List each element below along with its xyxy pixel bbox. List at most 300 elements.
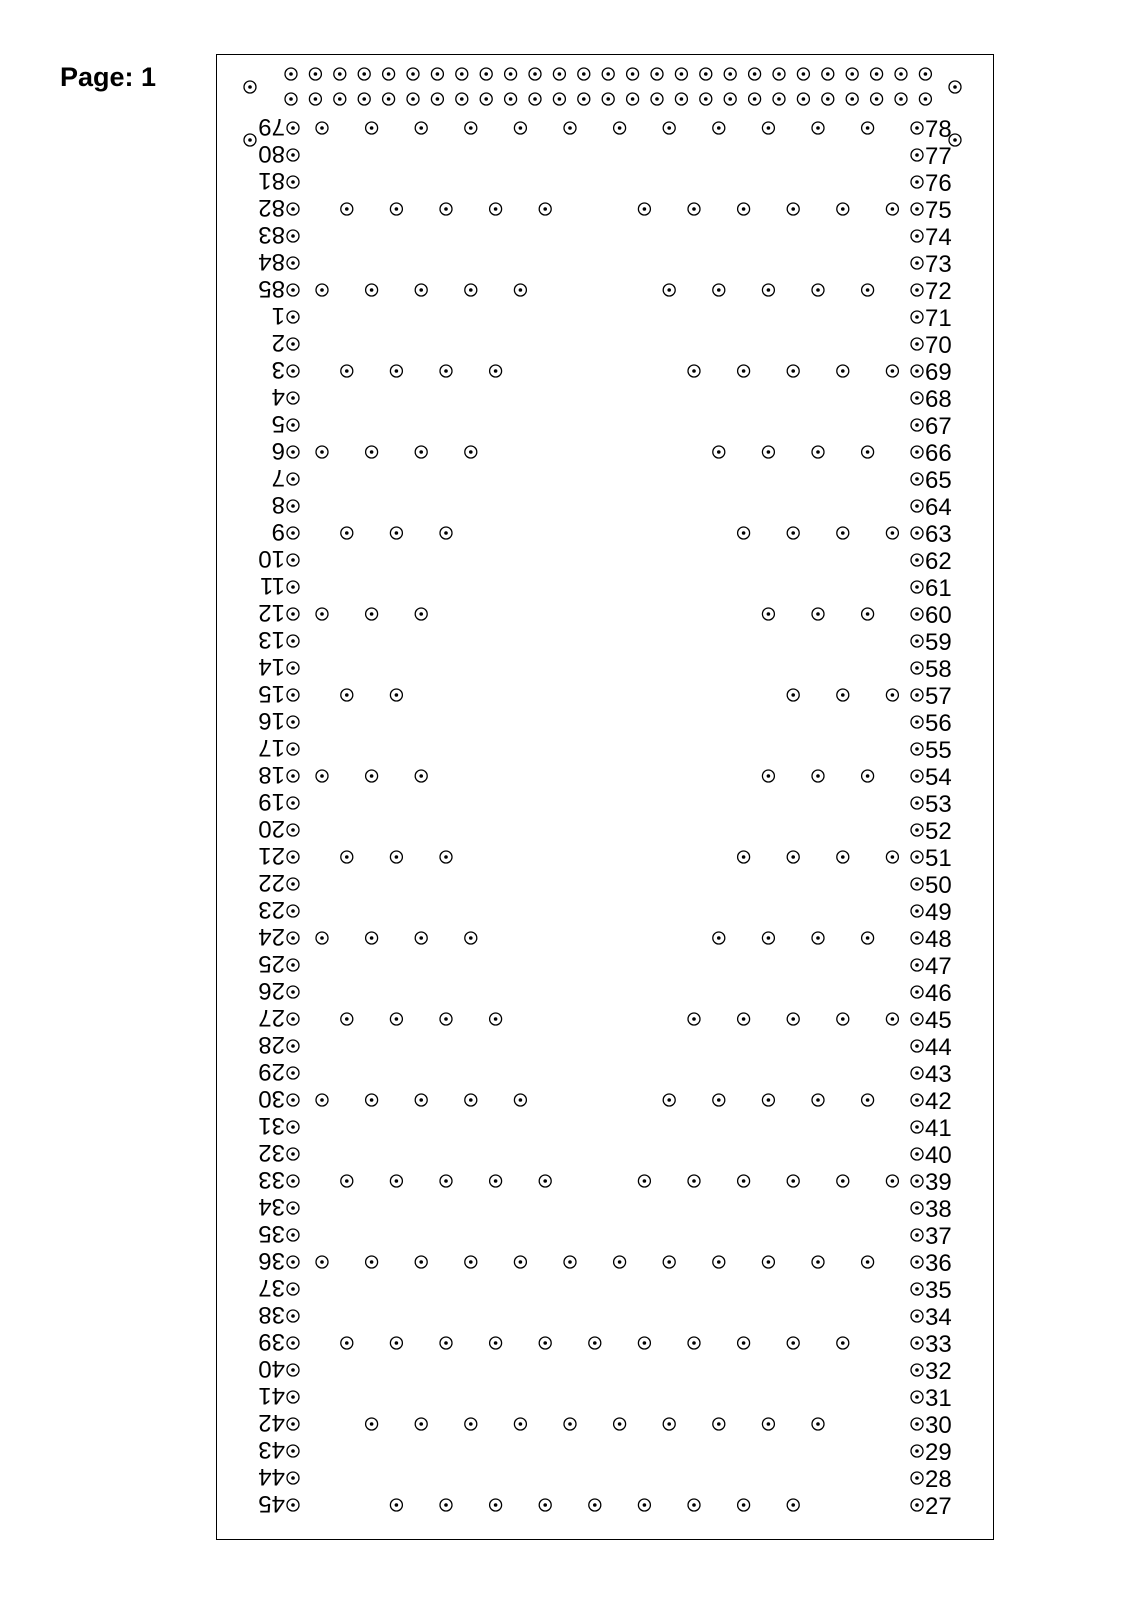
inner-pad <box>638 1175 650 1187</box>
header-pad <box>358 93 370 105</box>
inner-pad <box>812 1418 824 1430</box>
inner-pad <box>316 770 328 782</box>
inner-pad <box>539 1499 551 1511</box>
right-pin-label: 74 <box>925 224 952 251</box>
right-pin-label: 32 <box>925 1358 952 1385</box>
inner-pad <box>787 527 799 539</box>
inner-pad <box>440 203 452 215</box>
inner-pad <box>862 770 874 782</box>
inner-pad <box>366 770 378 782</box>
right-pin-pad <box>911 1040 923 1052</box>
left-pin-pad <box>287 1418 299 1430</box>
inner-pad <box>316 1094 328 1106</box>
header-pad <box>505 68 517 80</box>
inner-pad <box>787 1175 799 1187</box>
inner-pad <box>862 1094 874 1106</box>
page-label: Page: 1 <box>60 62 157 92</box>
left-pin-label: 33 <box>258 1166 285 1193</box>
inner-pad <box>341 203 353 215</box>
inner-pad <box>787 1013 799 1025</box>
inner-pad <box>366 284 378 296</box>
right-pin-pad <box>911 608 923 620</box>
left-pin-label: 32 <box>258 1139 285 1166</box>
left-pin-pad <box>287 851 299 863</box>
right-pin-label: 77 <box>925 143 952 170</box>
inner-pad <box>366 1256 378 1268</box>
right-pin-pad <box>911 635 923 647</box>
left-pin-pad <box>287 635 299 647</box>
left-pin-label: 13 <box>258 626 285 653</box>
inner-pad <box>738 1175 750 1187</box>
inner-pad <box>762 1256 774 1268</box>
right-pin-pad <box>911 284 923 296</box>
header-pad <box>456 93 468 105</box>
header-pad <box>822 68 834 80</box>
left-pin-label: 36 <box>258 1247 285 1274</box>
right-pin-label: 63 <box>925 521 952 548</box>
right-pin-label: 27 <box>925 1493 952 1520</box>
left-pin-pad <box>287 1391 299 1403</box>
right-pin-label: 78 <box>925 116 952 143</box>
right-pin-label: 29 <box>925 1439 952 1466</box>
right-pin-label: 37 <box>925 1223 952 1250</box>
left-pin-pad <box>287 527 299 539</box>
inner-pad <box>812 1256 824 1268</box>
inner-pad <box>837 1175 849 1187</box>
left-pin-label: 43 <box>258 1436 285 1463</box>
inner-pad <box>440 851 452 863</box>
right-pin-label: 53 <box>925 791 952 818</box>
left-pin-pad <box>287 959 299 971</box>
header-pad <box>724 68 736 80</box>
inner-pad <box>762 122 774 134</box>
right-pin-pad <box>911 1202 923 1214</box>
inner-pad <box>762 446 774 458</box>
left-pin-pad <box>287 1067 299 1079</box>
inner-pad <box>465 122 477 134</box>
corner-pad <box>244 81 256 93</box>
right-pin-label: 68 <box>925 386 952 413</box>
right-pin-label: 61 <box>925 575 952 602</box>
header-pad <box>675 68 687 80</box>
header-pad <box>822 93 834 105</box>
left-pin-label: 12 <box>258 599 285 626</box>
left-pin-pad <box>287 1256 299 1268</box>
right-pin-pad <box>911 554 923 566</box>
inner-pad <box>490 1175 502 1187</box>
left-pin-pad <box>287 338 299 350</box>
left-pin-label: 23 <box>258 896 285 923</box>
right-pin-label: 57 <box>925 683 952 710</box>
inner-pad <box>688 1337 700 1349</box>
inner-pad <box>738 1337 750 1349</box>
inner-pad <box>366 1094 378 1106</box>
inner-pad <box>837 1337 849 1349</box>
left-pin-label: 3 <box>271 356 285 383</box>
right-pin-pad <box>911 527 923 539</box>
header-pad <box>334 68 346 80</box>
inner-pad <box>738 1499 750 1511</box>
inner-pad <box>812 932 824 944</box>
inner-pad <box>638 1499 650 1511</box>
header-pad <box>285 68 297 80</box>
inner-pad <box>440 1337 452 1349</box>
inner-pad <box>390 1013 402 1025</box>
right-pin-label: 51 <box>925 845 952 872</box>
right-pin-pad <box>911 905 923 917</box>
left-pin-pad <box>287 662 299 674</box>
inner-pad <box>837 689 849 701</box>
inner-pad <box>316 1256 328 1268</box>
left-pin-pad <box>287 392 299 404</box>
left-pin-pad <box>287 500 299 512</box>
inner-pad <box>490 365 502 377</box>
right-pin-pad <box>911 797 923 809</box>
inner-pad <box>390 527 402 539</box>
inner-pad <box>514 1094 526 1106</box>
left-pin-pad <box>287 122 299 134</box>
header-pad <box>871 68 883 80</box>
right-pin-label: 50 <box>925 872 952 899</box>
inner-pad <box>812 446 824 458</box>
inner-pad <box>440 1499 452 1511</box>
left-pin-label: 14 <box>258 653 285 680</box>
inner-pad <box>341 365 353 377</box>
left-pin-label: 30 <box>258 1085 285 1112</box>
left-pin-label: 27 <box>258 1004 285 1031</box>
inner-pad <box>341 689 353 701</box>
left-pin-label: 83 <box>258 221 285 248</box>
left-pin-pad <box>287 689 299 701</box>
left-pin-pad <box>287 1499 299 1511</box>
right-pin-label: 45 <box>925 1007 952 1034</box>
left-pin-label: 79 <box>258 113 285 140</box>
inner-pad <box>837 365 849 377</box>
left-pin-label: 28 <box>258 1031 285 1058</box>
header-pad <box>407 68 419 80</box>
right-pin-label: 54 <box>925 764 952 791</box>
inner-pad <box>713 122 725 134</box>
right-pin-pad <box>911 662 923 674</box>
left-pin-pad <box>287 1121 299 1133</box>
inner-pad <box>390 203 402 215</box>
right-pin-pad <box>911 1418 923 1430</box>
header-pad <box>919 93 931 105</box>
right-pin-label: 35 <box>925 1277 952 1304</box>
left-pin-label: 80 <box>258 140 285 167</box>
right-pin-pad <box>911 1013 923 1025</box>
inner-pad <box>614 122 626 134</box>
left-pin-pad <box>287 743 299 755</box>
left-pin-pad <box>287 1040 299 1052</box>
right-pin-label: 44 <box>925 1034 952 1061</box>
inner-pad <box>465 1094 477 1106</box>
right-pin-label: 52 <box>925 818 952 845</box>
inner-pad <box>415 1418 427 1430</box>
inner-pad <box>614 1418 626 1430</box>
inner-pad <box>341 1013 353 1025</box>
right-pin-pad <box>911 257 923 269</box>
inner-pad <box>762 1418 774 1430</box>
inner-pad <box>812 770 824 782</box>
header-pad <box>505 93 517 105</box>
inner-pad <box>390 365 402 377</box>
right-pin-pad <box>911 986 923 998</box>
right-pin-label: 67 <box>925 413 952 440</box>
right-pin-label: 30 <box>925 1412 952 1439</box>
right-pin-pad <box>911 770 923 782</box>
corner-pad <box>949 81 961 93</box>
left-pin-pad <box>287 797 299 809</box>
left-pin-pad <box>287 1337 299 1349</box>
right-pin-pad <box>911 203 923 215</box>
left-pin-label: 39 <box>258 1328 285 1355</box>
left-pin-pad <box>287 770 299 782</box>
left-pin-label: 16 <box>258 707 285 734</box>
right-pin-pad <box>911 716 923 728</box>
right-pin-label: 47 <box>925 953 952 980</box>
right-pin-label: 70 <box>925 332 952 359</box>
inner-pad <box>514 1256 526 1268</box>
inner-pad <box>465 1418 477 1430</box>
right-pin-pad <box>911 176 923 188</box>
header-pad <box>627 68 639 80</box>
inner-pad <box>514 122 526 134</box>
right-pin-label: 69 <box>925 359 952 386</box>
header-pad <box>919 68 931 80</box>
left-pin-pad <box>287 986 299 998</box>
right-pin-label: 49 <box>925 899 952 926</box>
left-pin-pad <box>287 365 299 377</box>
left-pin-label: 1 <box>271 302 285 329</box>
inner-pad <box>787 1337 799 1349</box>
right-pin-pad <box>911 338 923 350</box>
inner-pad <box>762 932 774 944</box>
right-pin-pad <box>911 1229 923 1241</box>
left-pin-label: 37 <box>258 1274 285 1301</box>
right-pin-pad <box>911 122 923 134</box>
inner-pad <box>589 1337 601 1349</box>
header-pad <box>431 93 443 105</box>
left-pin-pad <box>287 149 299 161</box>
inner-pad <box>762 1094 774 1106</box>
header-pad <box>456 68 468 80</box>
right-pin-pad <box>911 365 923 377</box>
inner-pad <box>738 365 750 377</box>
inner-pad <box>465 1256 477 1268</box>
inner-pad <box>688 365 700 377</box>
inner-pad <box>341 527 353 539</box>
right-pin-pad <box>911 230 923 242</box>
header-pad <box>358 68 370 80</box>
right-pin-pad <box>911 1256 923 1268</box>
corner-pad <box>244 134 256 146</box>
right-pin-pad <box>911 392 923 404</box>
left-pin-pad <box>287 1148 299 1160</box>
right-pin-pad <box>911 959 923 971</box>
left-pin-label: 15 <box>258 680 285 707</box>
header-pad <box>480 93 492 105</box>
inner-pad <box>862 284 874 296</box>
inner-pad <box>440 1013 452 1025</box>
inner-pad <box>440 365 452 377</box>
inner-pad <box>465 284 477 296</box>
inner-pad <box>738 1013 750 1025</box>
inner-pad <box>316 284 328 296</box>
left-pin-pad <box>287 230 299 242</box>
inner-pad <box>812 608 824 620</box>
left-pin-pad <box>287 905 299 917</box>
header-pad <box>578 68 590 80</box>
right-pin-pad <box>911 743 923 755</box>
header-pad <box>602 93 614 105</box>
right-pin-label: 42 <box>925 1088 952 1115</box>
left-pin-pad <box>287 1094 299 1106</box>
right-pin-label: 65 <box>925 467 952 494</box>
left-pin-pad <box>287 1472 299 1484</box>
inner-pad <box>762 608 774 620</box>
inner-pad <box>713 1094 725 1106</box>
right-pin-pad <box>911 1121 923 1133</box>
right-pin-pad <box>911 419 923 431</box>
header-pad <box>529 68 541 80</box>
inner-pad <box>564 122 576 134</box>
right-pin-pad <box>911 473 923 485</box>
right-pin-label: 40 <box>925 1142 952 1169</box>
right-pin-pad <box>911 446 923 458</box>
inner-pad <box>862 1256 874 1268</box>
inner-pad <box>415 284 427 296</box>
inner-pad <box>638 203 650 215</box>
right-pin-label: 60 <box>925 602 952 629</box>
header-pad <box>627 93 639 105</box>
right-pin-label: 71 <box>925 305 952 332</box>
left-pin-pad <box>287 824 299 836</box>
header-pad <box>383 68 395 80</box>
inner-pad <box>390 689 402 701</box>
inner-pad <box>862 122 874 134</box>
right-pin-label: 38 <box>925 1196 952 1223</box>
header-pad <box>553 93 565 105</box>
left-pin-label: 2 <box>271 329 285 356</box>
right-pin-label: 48 <box>925 926 952 953</box>
right-pin-label: 73 <box>925 251 952 278</box>
header-pad <box>700 93 712 105</box>
header-pad <box>797 93 809 105</box>
left-pin-label: 41 <box>258 1382 285 1409</box>
left-pin-label: 35 <box>258 1220 285 1247</box>
header-pad <box>602 68 614 80</box>
left-pin-pad <box>287 1013 299 1025</box>
left-pin-label: 21 <box>258 842 285 869</box>
inner-pad <box>589 1499 601 1511</box>
inner-pad <box>886 1013 898 1025</box>
inner-pad <box>341 851 353 863</box>
inner-pad <box>564 1418 576 1430</box>
left-pin-pad <box>287 203 299 215</box>
left-pin-label: 38 <box>258 1301 285 1328</box>
right-pin-pad <box>911 1067 923 1079</box>
inner-pad <box>837 851 849 863</box>
inner-pad <box>886 527 898 539</box>
inner-pad <box>316 122 328 134</box>
left-pin-pad <box>287 1229 299 1241</box>
inner-pad <box>514 284 526 296</box>
header-pad <box>651 93 663 105</box>
inner-pad <box>787 689 799 701</box>
inner-pad <box>812 122 824 134</box>
inner-pad <box>787 365 799 377</box>
inner-pad <box>862 932 874 944</box>
inner-pad <box>862 446 874 458</box>
header-pad <box>797 68 809 80</box>
left-pin-label: 4 <box>271 383 285 410</box>
inner-pad <box>663 1256 675 1268</box>
inner-pad <box>787 1499 799 1511</box>
inner-pad <box>688 203 700 215</box>
right-pin-pad <box>911 878 923 890</box>
right-pin-label: 55 <box>925 737 952 764</box>
inner-pad <box>366 1418 378 1430</box>
left-pin-pad <box>287 1310 299 1322</box>
left-pin-pad <box>287 419 299 431</box>
left-pin-pad <box>287 1445 299 1457</box>
left-pin-label: 9 <box>271 518 285 545</box>
inner-pad <box>440 527 452 539</box>
header-pad <box>895 93 907 105</box>
left-pin-label: 42 <box>258 1409 285 1436</box>
inner-pad <box>663 284 675 296</box>
left-pin-pad <box>287 1364 299 1376</box>
left-pin-pad <box>287 932 299 944</box>
inner-pad <box>787 851 799 863</box>
right-pin-pad <box>911 1472 923 1484</box>
header-pad <box>773 68 785 80</box>
inner-pad <box>886 203 898 215</box>
header-pad <box>407 93 419 105</box>
left-pin-pad <box>287 473 299 485</box>
inner-pad <box>886 689 898 701</box>
right-pin-label: 59 <box>925 629 952 656</box>
inner-pad <box>390 1499 402 1511</box>
header-pad <box>553 68 565 80</box>
right-pin-label: 56 <box>925 710 952 737</box>
left-pin-label: 25 <box>258 950 285 977</box>
right-pin-pad <box>911 1391 923 1403</box>
right-pin-pad <box>911 149 923 161</box>
inner-pad <box>713 1256 725 1268</box>
left-pin-pad <box>287 1175 299 1187</box>
header-pad <box>578 93 590 105</box>
right-pin-label: 62 <box>925 548 952 575</box>
left-pin-pad <box>287 446 299 458</box>
inner-pad <box>440 1175 452 1187</box>
right-pin-pad <box>911 500 923 512</box>
inner-pad <box>688 1175 700 1187</box>
inner-pad <box>316 932 328 944</box>
inner-pad <box>366 446 378 458</box>
header-pad <box>700 68 712 80</box>
right-pin-label: 72 <box>925 278 952 305</box>
left-pin-label: 8 <box>271 491 285 518</box>
right-pin-pad <box>911 932 923 944</box>
left-pin-label: 24 <box>258 923 285 950</box>
left-pin-label: 82 <box>258 194 285 221</box>
header-pad <box>480 68 492 80</box>
right-pin-pad <box>911 1499 923 1511</box>
inner-pad <box>762 770 774 782</box>
inner-pad <box>490 203 502 215</box>
